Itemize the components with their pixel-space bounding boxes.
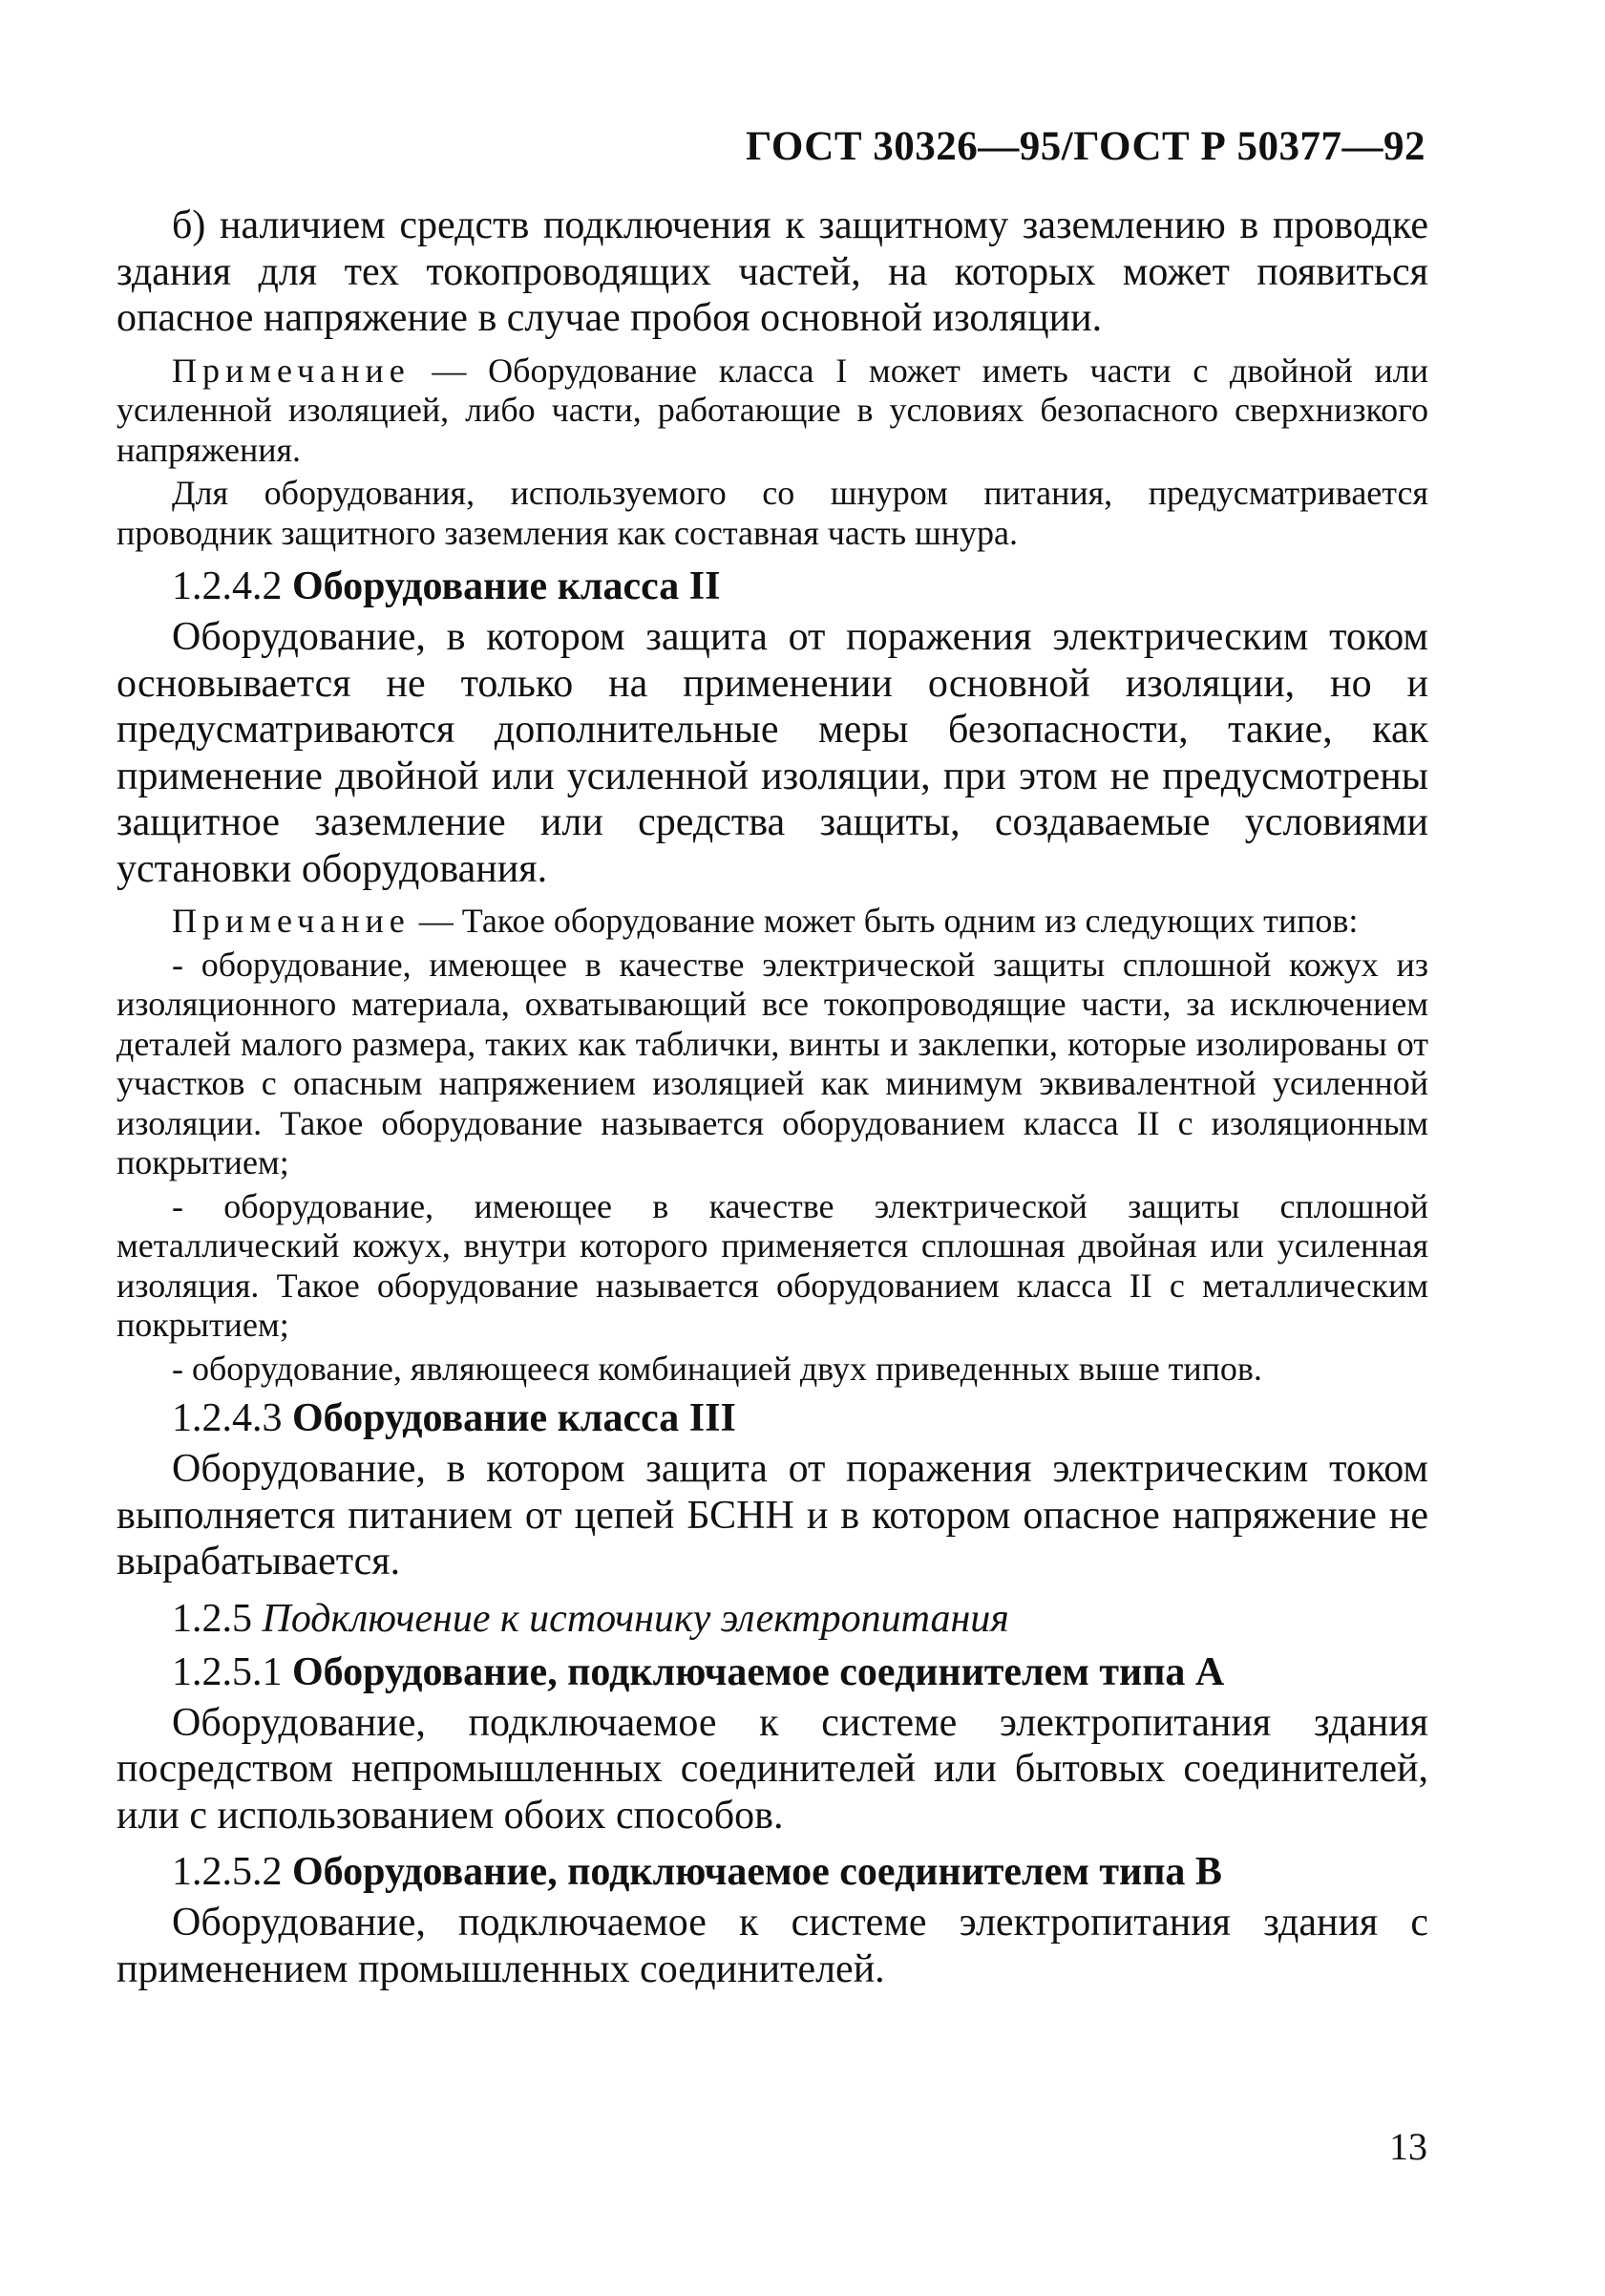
section-1251-heading	[116, 1648, 1428, 1696]
section-1242-number: 1.2.4.2	[172, 564, 283, 608]
note-2-label: Примечание	[172, 902, 411, 940]
section-1252-title: Оборудование, подключаемое соединителем типа В	[292, 1850, 1222, 1894]
section-1251-number: 1.2.5.1	[172, 1649, 283, 1694]
page-content	[116, 202, 1428, 2002]
note-1-label: Примечание	[172, 351, 411, 390]
note-1	[116, 351, 1428, 471]
page-number: 13	[1389, 2125, 1427, 2168]
section-1251-body: Оборудование, подключаемое к системе электропитания здания посредством непромышленных соединителей или бытовых соединителей, или с использованием обоих способов.	[116, 1700, 1428, 1838]
note-2-item: - оборудование, являющееся комбинацией двух приведенных выше типов.	[172, 1349, 1262, 1388]
note-2-item: - оборудование, имеющее в качестве электрической защиты сплошной кожух из изоляционного материала, охватывающий все токопроводящие части, за исключением деталей малого размера, таких как таблички, винты и заклепки, которые изолированы от участков с опасным напряжением изоляцией как минимум эквивалентной усиленной изоляции. Такое оборудование называется оборудованием класса II с изоляционным покрытием;	[116, 945, 1428, 1181]
section-125-title: Подключение к источнику электропитания	[262, 1596, 1009, 1641]
note-2-text: — Такое оборудование может быть одним из следующих типов:	[410, 902, 1359, 940]
section-1252-heading	[116, 1848, 1428, 1896]
note-2	[116, 902, 1428, 942]
note-1-continuation: Для оборудования, используемого со шнуром питания, предусматривается проводник защитного заземления как составная часть шнура.	[116, 474, 1428, 552]
section-1252-number: 1.2.5.2	[172, 1850, 283, 1894]
section-1242-heading	[116, 563, 1428, 610]
section-1243-heading	[116, 1394, 1428, 1442]
paragraph-b: б) наличием средств подключения к защитному заземлению в проводке здания для тех токопроводящих частей, на которых может появиться опасное напряжение в случае пробоя основной изоляции.	[116, 203, 1428, 340]
section-125-number: 1.2.5	[172, 1596, 252, 1641]
note-1-text: — Оборудование класса I может иметь части с двойной или усиленной изоляцией, либо части, работающие в условиях безопасного сверхнизкого напряжения.	[116, 351, 1428, 469]
section-1242-title: Оборудование класса II	[292, 564, 721, 608]
note-2-item: - оборудование, имеющее в качестве электрической защиты сплошной металлический кожух, внутри которого применяется сплошная двойная или усиленная изоляция. Такое оборудование называется оборудованием класса II с металлическим покрытием;	[116, 1186, 1428, 1344]
section-1242-body: Оборудование, в котором защита от поражения электрическим током основывается не только на применении основной изоляции, но и предусматриваются дополнительные меры безопасности, такие, как применение двойной или усиленной изоляции, при этом не предусмотрены защитное заземление или средства защиты, создаваемые условиями установки оборудования.	[116, 615, 1428, 891]
section-1243-title: Оборудование класса III	[292, 1396, 736, 1440]
document-header: ГОСТ 30326—95/ГОСТ Р 50377—92	[746, 124, 1425, 169]
section-1251-title: Оборудование, подключаемое соединителем типа А	[292, 1649, 1225, 1694]
section-1243-body: Оборудование, в котором защита от поражения электрическим током выполняется питанием от цепей БСНН и в котором опасное напряжение не вырабатывается.	[116, 1447, 1428, 1584]
section-1252-body: Оборудование, подключаемое к системе электропитания здания с применением промышленных соединителей.	[116, 1901, 1428, 1991]
section-1243-number: 1.2.4.3	[172, 1396, 283, 1440]
section-125-heading	[116, 1595, 1428, 1643]
